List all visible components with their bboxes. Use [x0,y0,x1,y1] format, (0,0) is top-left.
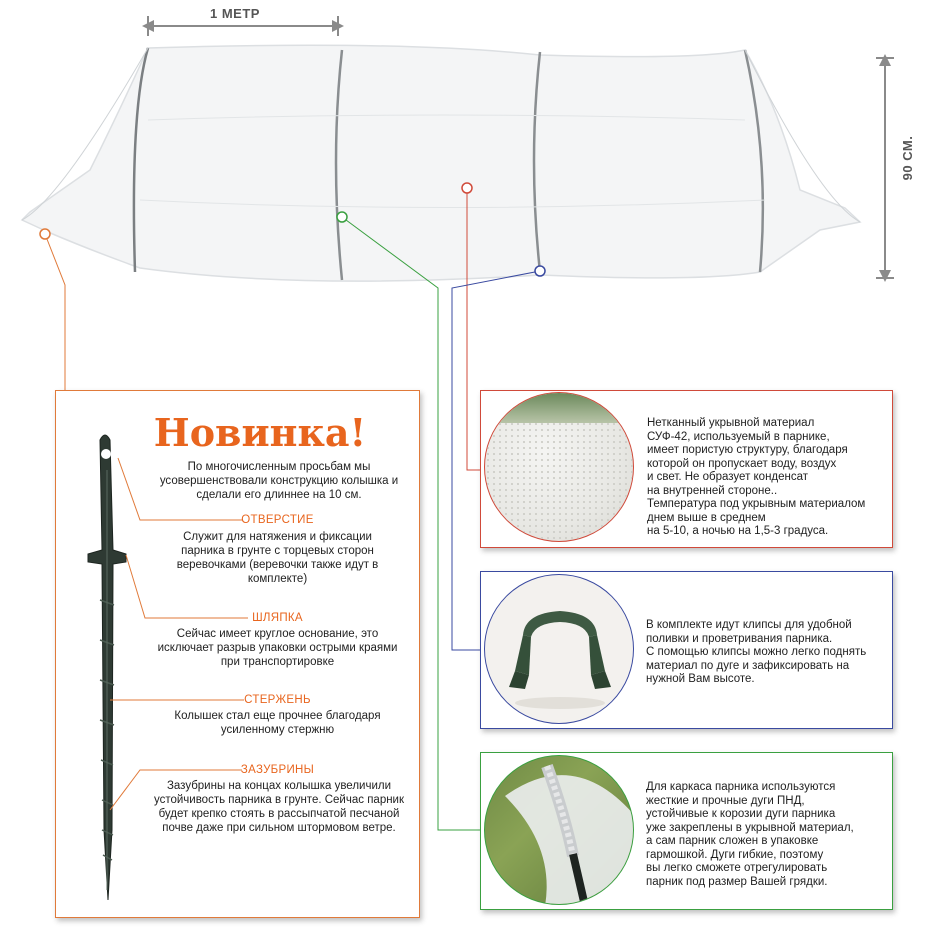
material-line: Нетканный укрывной материал [647,417,815,429]
arcs-line: устойчивые к корозии дуги парника [646,808,836,820]
clips-line: материал по дуге и зафиксировать на [646,659,850,672]
arcs-text [646,781,886,889]
section-title-hole: ОТВЕРСТИЕ [241,514,314,526]
headline-new: Новинка! [153,410,367,455]
clips-line: нужной Вам высоте. [646,673,755,685]
clips-line: С помощью клипсы можно легко поднять [646,646,867,658]
clips-line: поливки и проветривания парника. [646,632,833,645]
section-title-barbs: ЗАЗУБРИНЫ [240,764,315,776]
material-line: днем выше в среднем [647,511,766,524]
arcs-line: вы легко сможете отрегулировать [646,862,828,874]
arc-pipe-icon [485,756,634,905]
clip-icon [485,575,634,724]
material-line: на 5-10, а ночью на 1,5-3 градуса. [647,525,829,537]
arcs-line: уже закреплены в укрывной материал, [646,821,854,834]
section-title-head: ШЛЯПКА [252,612,303,624]
material-photo [484,392,634,542]
clip-photo [484,574,634,724]
material-line: и свет. Не образует конденсат [647,471,809,483]
material-line: Температура под укрывным материалом [647,498,866,510]
arcs-line: гармошкой. Дуги гибкие, поэтому [646,848,824,861]
height-label-text: 90 СМ. [900,135,915,181]
section-text-hole: Служит для натяжения и фиксации парника в грунте с торцевых сторон веревочками (веревочки также идут в комплекте) [176,531,379,585]
material-line: имеет пористую структуру, благодаря [647,444,848,456]
material-line: которой он пропускает воду, воздух [647,457,837,470]
arcs-line: парник под размер Вашей грядки. [646,875,828,888]
arcs-photo [484,755,634,905]
section-text-barbs: Зазубрины на концах колышка увеличили устойчивость парника в грунте. Сейчас парник будет крепко стоять в рассыпчатой песчаной почве даже при сильном штормовом ветре. [153,780,405,834]
intro-text: По многочисленным просьбам мы усовершенствовали конструкцию колышка и сделали его длиннее на 10 см. [159,461,399,501]
material-line: на внутренней стороне.. [647,484,778,497]
arcs-line: жесткие и прочные дуги ПНД, [646,794,805,807]
material-line: СУФ-42, используемый в парнике, [647,430,830,443]
width-label: 1 МЕТР [210,6,260,21]
section-text-rod: Колышек стал еще прочнее благодаря усиленному стержню [174,710,381,736]
arcs-line: Для каркаса парника используются [646,781,836,793]
section-text-head: Сейчас имеет круглое основание, это исключает разрыв упаковки острыми краями при транспортировке [157,628,398,668]
clips-text [646,619,886,687]
clips-line: В комплекте идут клипсы для удобной [646,619,852,631]
section-title-rod: СТЕРЖЕНЬ [244,694,311,706]
arcs-line: а сам парник сложен в упаковке [646,835,819,847]
material-text [647,417,887,539]
